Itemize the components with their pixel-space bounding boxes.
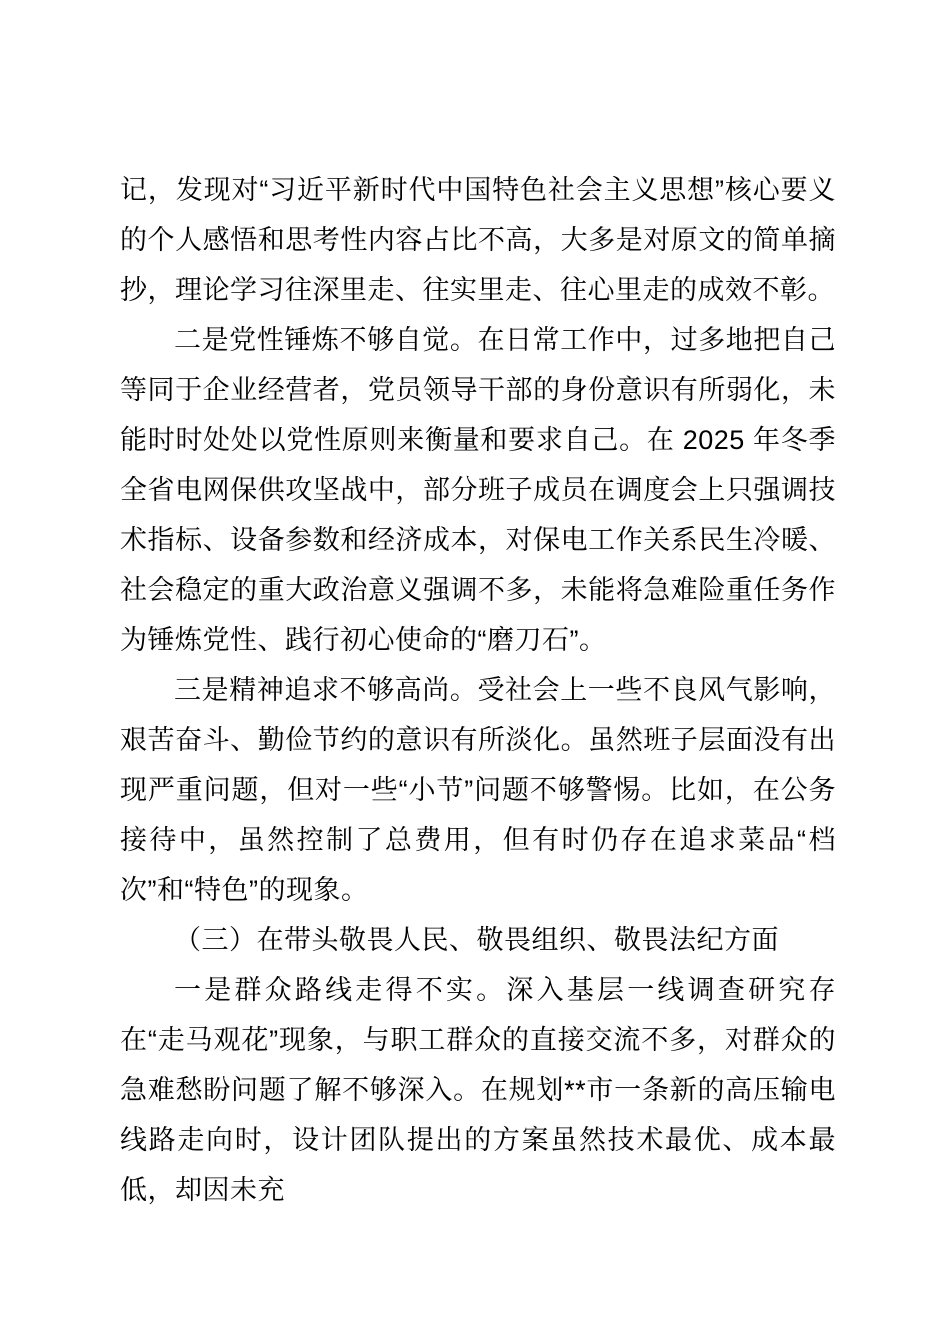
section-heading-three-reverence: （三）在带头敬畏人民、敬畏组织、敬畏法纪方面 bbox=[174, 925, 779, 955]
document-body bbox=[120, 165, 836, 1215]
para-continuation-theory-study: 记，发现对“习近平新时代中国特色社会主义思想”核心要义的个人感悟和思考性内容占比不高，大多是对原文的简单摘抄，理论学习往深里走、往实里走、往心里走的成效不彰。 bbox=[120, 175, 836, 305]
para-point-one-mass-line: 一是群众路线走得不实。深入基层一线调查研究存在“走马观花”现象，与职工群众的直接交流不多，对群众的急难愁盼问题了解不够深入。在规划**市一条新的高压输电线路走向时，设计团队提出的方案虽然技术最优、成本最低，却因未充 bbox=[120, 975, 836, 1205]
para-point-two-party-spirit: 二是党性锤炼不够自觉。在日常工作中，过多地把自己等同于企业经营者，党员领导干部的身份意识有所弱化，未能时时处处以党性原则来衡量和要求自己。在 2025 年冬季全省电网保供攻坚战中，部分班子成员在调度会上只强调技术指标、设备参数和经济成本，对保电工作关系民生冷暖、社会稳定的重大政治意义强调不多，未能将急难险重任务作为锤炼党性、践行初心使命的“磨刀石”。 bbox=[120, 325, 836, 655]
para-point-three-spiritual-pursuit: 三是精神追求不够高尚。受社会上一些不良风气影响，艰苦奋斗、勤俭节约的意识有所淡化。虽然班子层面没有出现严重问题，但对一些“小节”问题不够警惕。比如，在公务接待中，虽然控制了总费用，但有时仍存在追求菜品“档次”和“特色”的现象。 bbox=[120, 675, 836, 905]
